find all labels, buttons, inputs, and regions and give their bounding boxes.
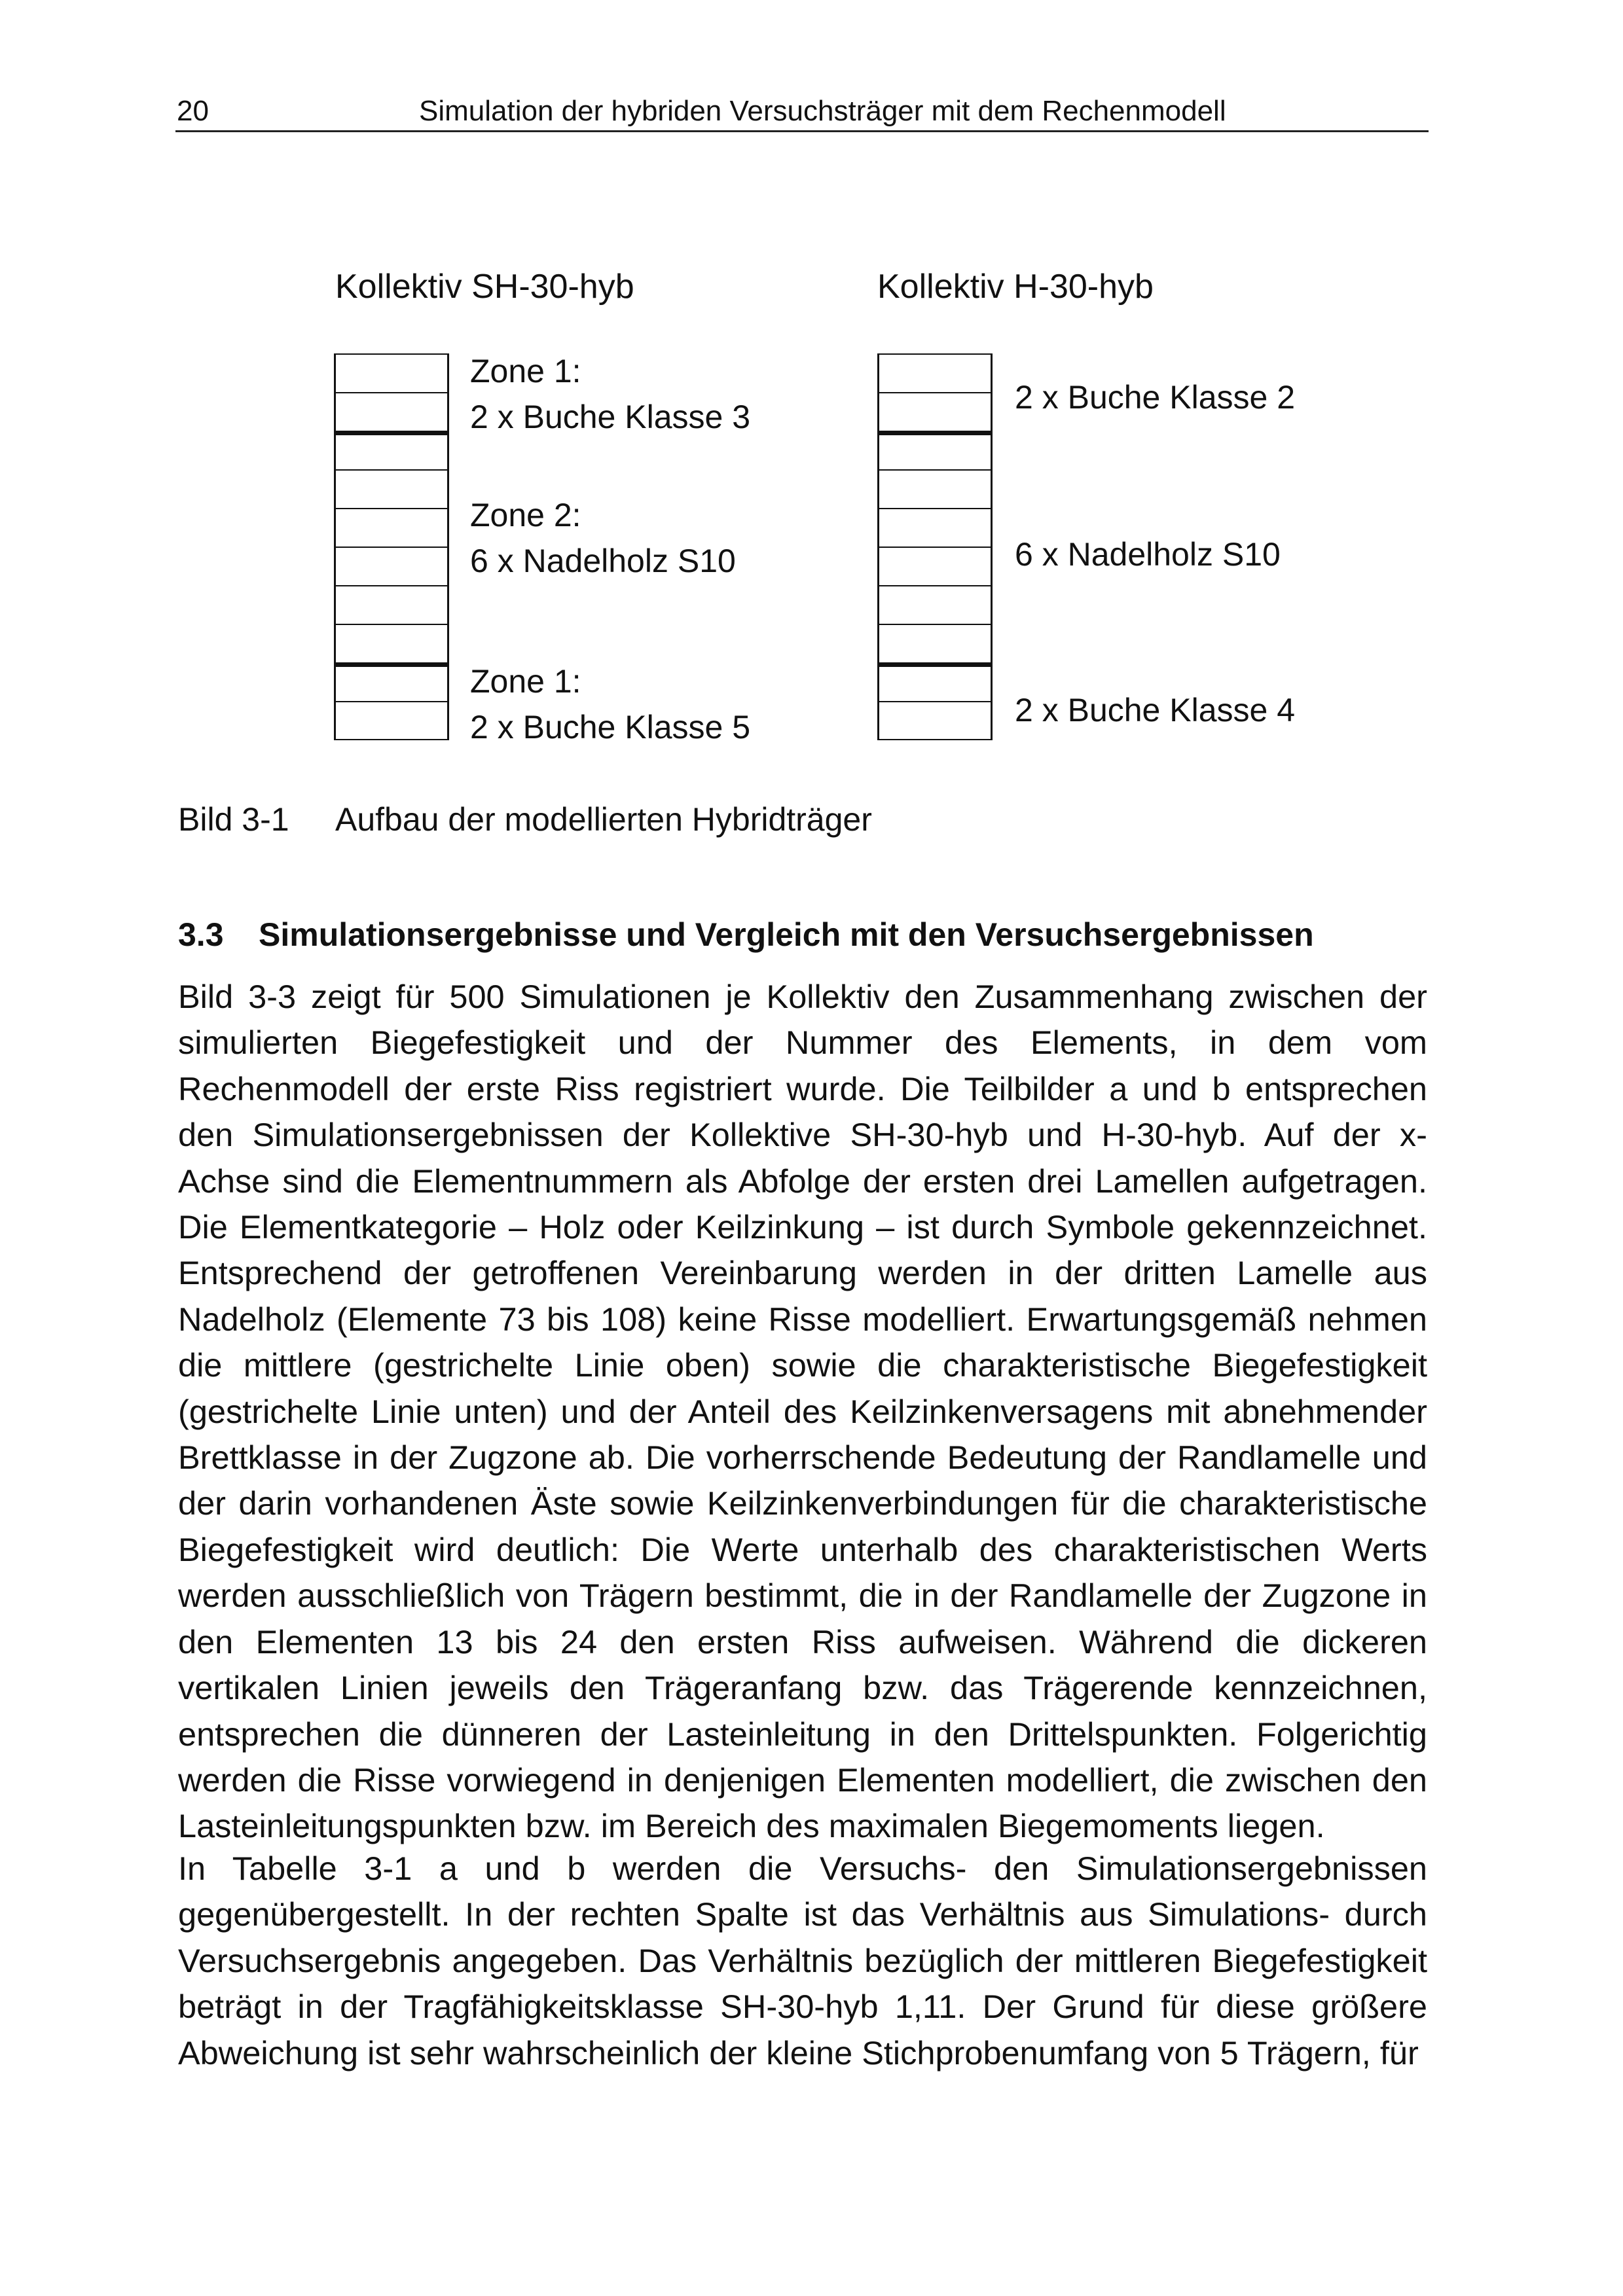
section-number: 3.3 (178, 916, 224, 953)
page-number: 20 (177, 95, 209, 127)
left-zone-top-label: Zone 1: 2 x Buche Klasse 3 (470, 353, 751, 435)
left-collective-title: Kollektiv SH-30-hyb (335, 268, 634, 306)
lamella (879, 353, 991, 392)
left-beam-layup (334, 353, 449, 740)
lamella (336, 469, 447, 508)
right-beam-layup (877, 353, 993, 740)
body-paragraph: Bild 3-3 zeigt für 500 Simulationen je Kollektiv den Zusammenhang zwischen der simulierten Biegefestigkeit und der Nummer des Elements, in dem vom Rechenmodell der erste Riss registriert wurde. Die Teilbilder a und b entsprechen den Simulationsergebnissen der Kollektive SH-30-hyb und H-30-hyb. Auf der x-Achse sind die Elementnummern als Abfolge der ersten drei Lamellen aufgetragen. Die Elementkategorie – Holz oder Keilzinkung – ist durch Symbole gekennzeichnet. Entsprechend der getroffenen Vereinbarung werden in der dritten Lamelle aus Nadelholz (Elemente 73 bis 108) keine Risse modelliert. Erwartungsgemäß nehmen die mittlere (gestrichelte Linie oben) sowie die charakteristische Biegefestigkeit (gestrichelte Linie unten) und der Anteil des Keilzinkenversagens mit abnehmender Brettklasse in der Zugzone ab. Die vorherrschende Bedeutung der Randlamelle und der darin vorhandenen Äste sowie Keilzinkenverbindungen für die charakteristische Biegefestigkeit wird deutlich: Die Werte unterhalb des charakteristischen Werts werden ausschließlich von Trägern bestimmt, die in der Randlamelle der Zugzone in den Elementen 13 bis 24 den ersten Riss aufweisen. Während die dickeren vertikalen Linien jeweils den Trägeranfang bzw. das Trägerende kennzeichnen, entsprechen die dünneren der Lasteinleitung in den Drittelspunkten. Folgerichtig werden die Risse vorwiegend in denjenigen Elementen modelliert, die zwischen den Lasteinleitungspunkten bzw. im Bereich des maximalen Biegemoments liegen. (178, 978, 1427, 1845)
lamella (879, 469, 991, 508)
running-title: Simulation der hybriden Versuchsträger mit dem Rechenmodell (419, 95, 1226, 127)
section-title: Simulationsergebnisse und Vergleich mit den Versuchsergebnissen (259, 916, 1314, 953)
right-zone-middle-label: 6 x Nadelholz S10 (1015, 536, 1281, 573)
left-zone-middle-label: Zone 2: 6 x Nadelholz S10 (470, 497, 736, 579)
lamella (879, 431, 991, 469)
lamella (336, 547, 447, 585)
lamella (879, 701, 991, 740)
lamella (336, 431, 447, 469)
figure-caption-number: Bild 3-1 (178, 801, 289, 838)
lamella (336, 662, 447, 701)
right-zone-bottom-label: 2 x Buche Klasse 4 (1015, 692, 1296, 728)
lamella (879, 662, 991, 701)
lamella (879, 624, 991, 662)
lamella (336, 585, 447, 624)
figure-caption-text: Aufbau der modellierten Hybridträger (335, 801, 872, 838)
lamella (879, 508, 991, 547)
left-zone-bottom-label: Zone 1: 2 x Buche Klasse 5 (470, 663, 751, 745)
lamella (879, 585, 991, 624)
lamella (336, 353, 447, 392)
lamella (336, 624, 447, 662)
lamella (336, 701, 447, 740)
lamella (879, 392, 991, 431)
right-zone-top-label: 2 x Buche Klasse 2 (1015, 379, 1296, 416)
lamella (336, 392, 447, 431)
lamella (879, 547, 991, 585)
body-paragraph: In Tabelle 3-1 a und b werden die Versuchs- den Simulationsergebnissen gegenübergestellt. In der rechten Spalte ist das Verhältnis aus Simulations- durch Versuchsergebnis angegeben. Das Verhältnis bezüglich der mittleren Biegefestigkeit beträgt in der Tragfähigkeitsklasse SH-30-hyb 1,11. Der Grund für diese größere Abweichung ist sehr wahrscheinlich der kleine Stichprobenumfang von 5 Trägern, für (178, 1850, 1427, 2072)
header-rule (175, 130, 1429, 132)
lamella (336, 508, 447, 547)
right-collective-title: Kollektiv H-30-hyb (877, 268, 1154, 306)
